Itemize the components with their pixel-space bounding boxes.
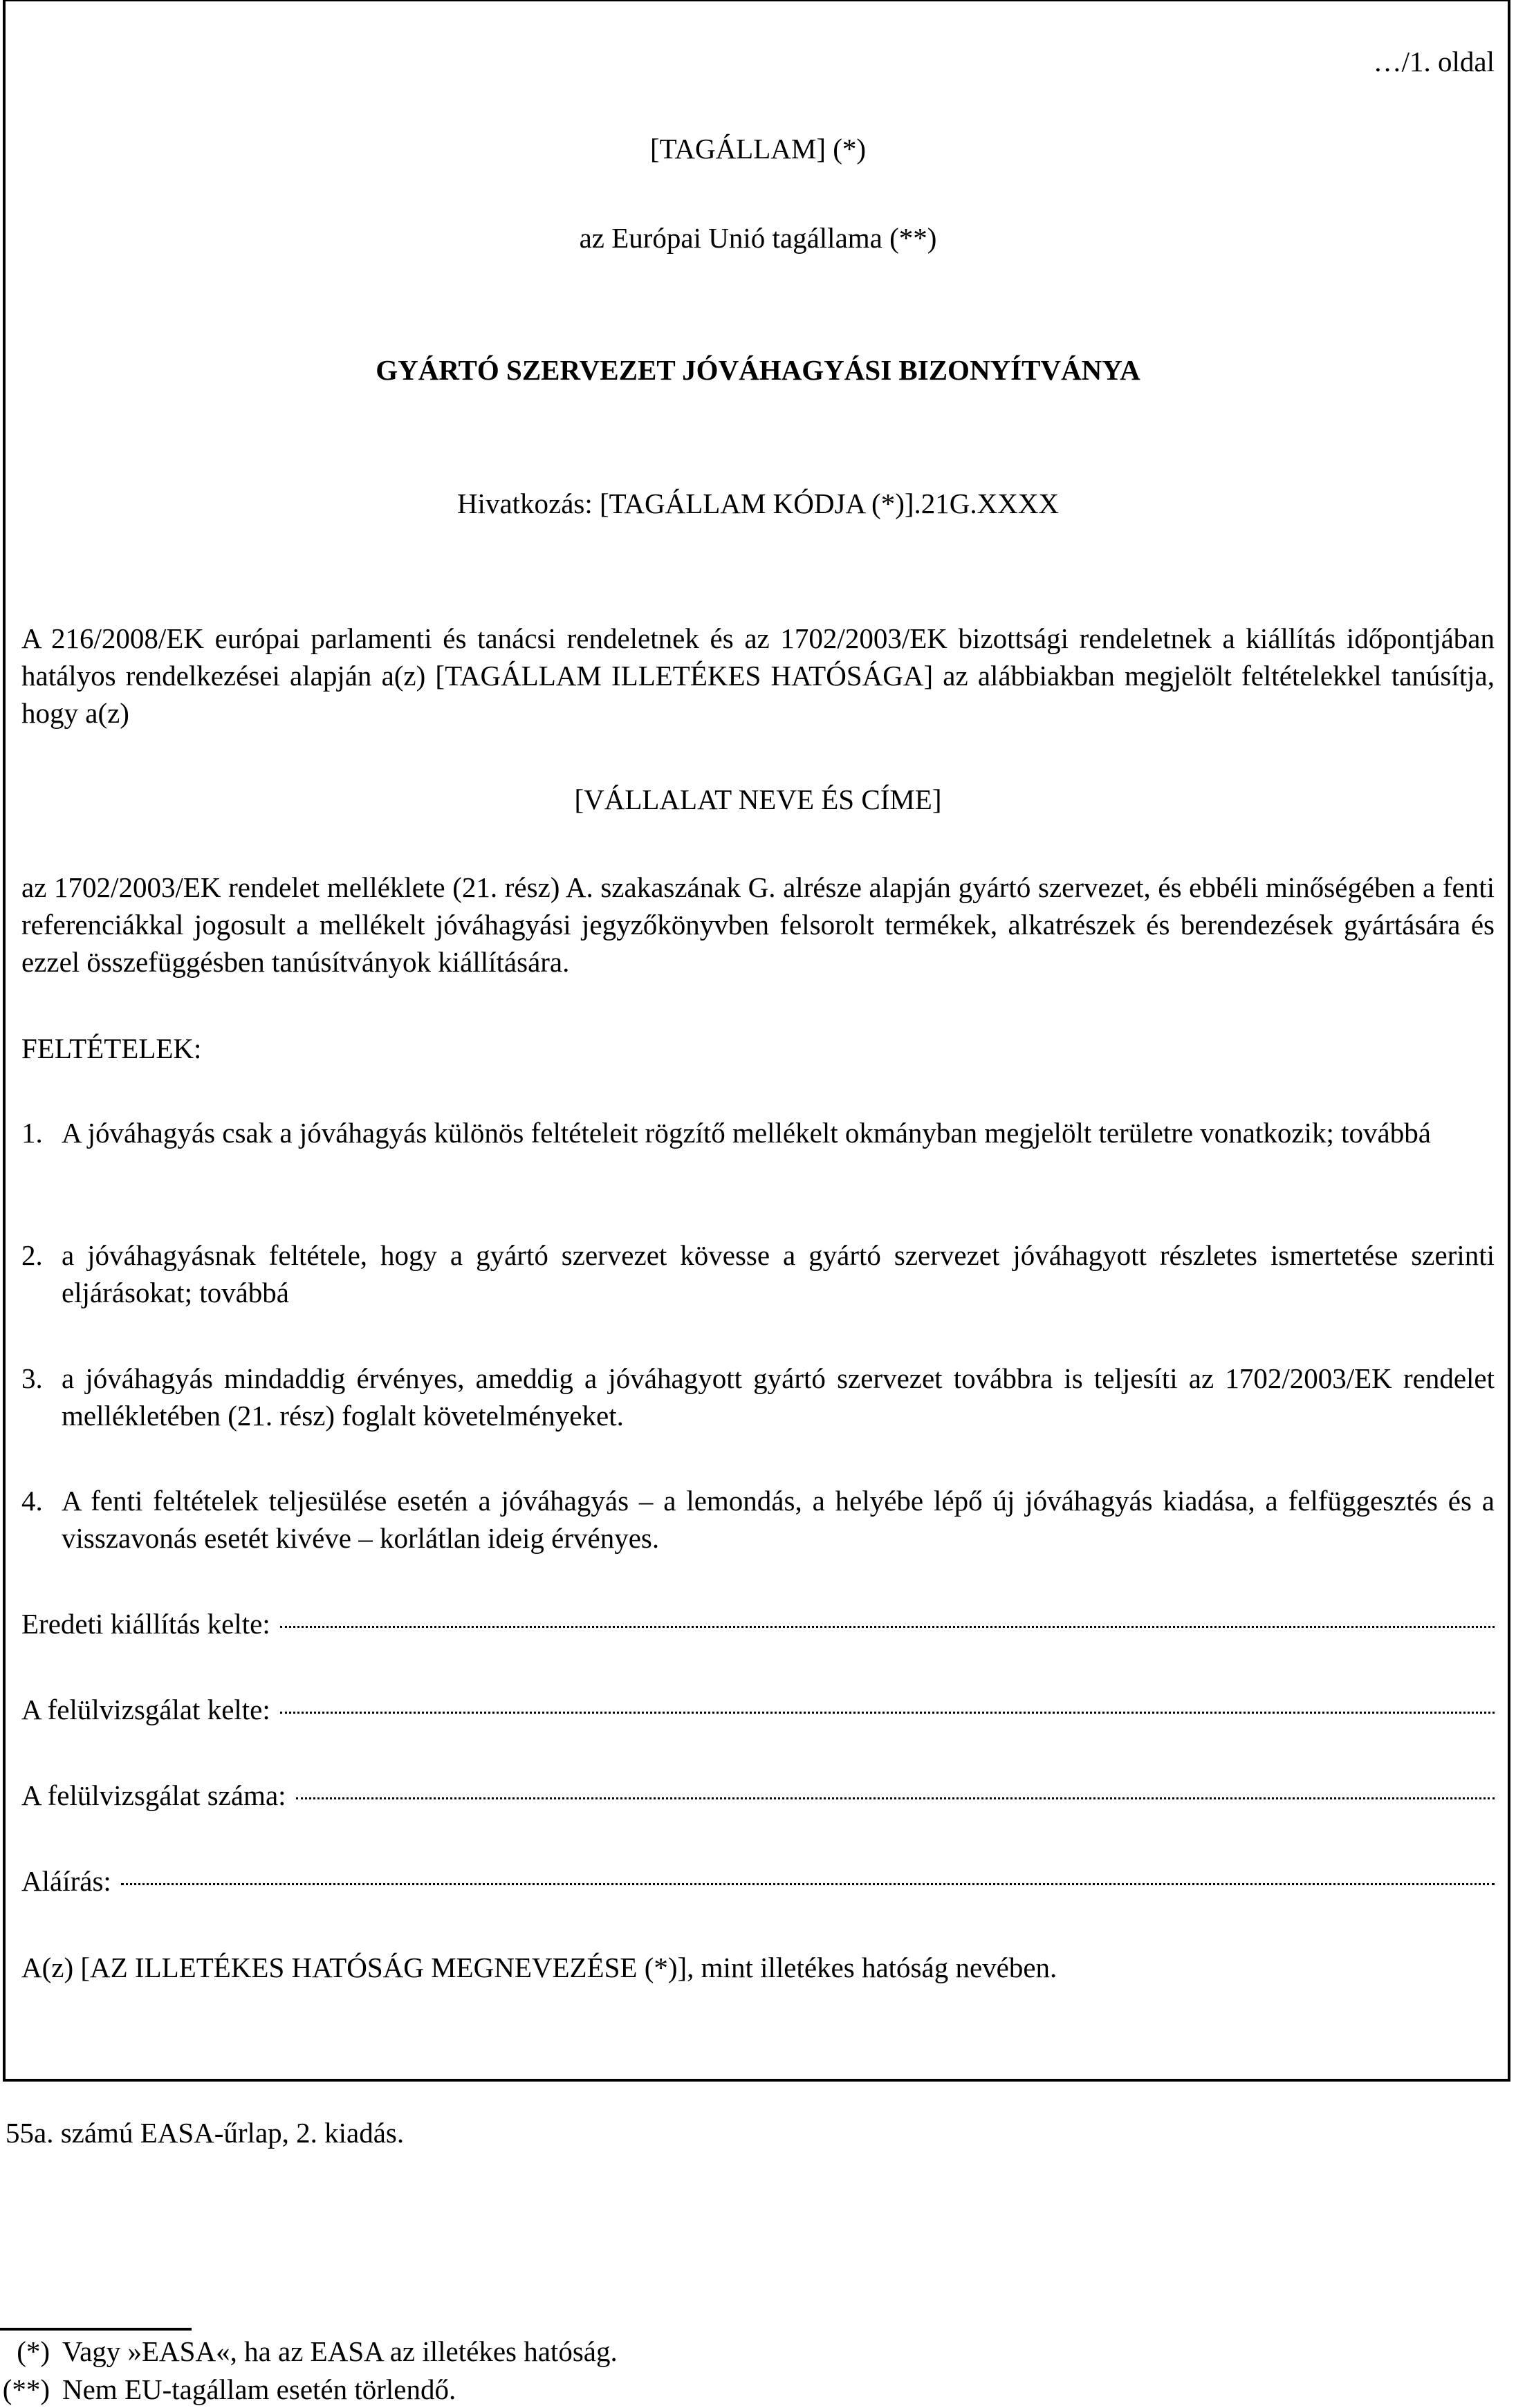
fill-in-line[interactable] — [280, 1626, 1495, 1628]
condition-number: 4. — [21, 1485, 43, 1517]
form-identifier: 55a. számú EASA-űrlap, 2. kiadás. — [6, 2117, 405, 2149]
footnote — [0, 2371, 456, 2408]
document-title: GYÁRTÓ SZERVEZET JÓVÁHAGYÁSI BIZONYÍTVÁNYA — [376, 354, 1140, 386]
condition-number: 2. — [21, 1239, 43, 1271]
condition-item — [21, 1360, 1495, 1434]
revision-date-field[interactable] — [21, 1691, 1495, 1728]
scope-paragraph: az 1702/2003/EK rendelet melléklete (21. rész) A. szakaszának G. alrésze alapján gyártó szervezet, és ebbéli minőségében a fenti referenciákkal jogosult a mellékelt jóváhagyási jegyzőkönyvben felsorolt termékek, alkatrészek és berendezések gyártására és ezzel összefüggésben tanúsítványok kiállítására. — [21, 871, 1495, 978]
footnote-text: Nem EU-tagállam esetén törlendő. — [62, 2373, 456, 2405]
signature-field[interactable] — [21, 1862, 1495, 1900]
footnote-text: Vagy »EASA«, ha az EASA az illetékes hatóság. — [62, 2335, 618, 2367]
condition-text: A jóváhagyás csak a jóváhagyás különös feltételeit rögzítő mellékelt okmányban megjelölt területre vonatkozik; továbbá — [62, 1117, 1431, 1149]
intro-paragraph: A 216/2008/EK európai parlamenti és tanácsi rendeletnek és az 1702/2003/EK bizottsági rendeletnek a kiállítás időpontjában hatályos rendelkezései alapján a(z) [TAGÁLLAM ILLETÉKES HATÓSÁGA] az alábbiakban megjelölt feltételekkel tanúsítja, hogy a(z) — [21, 622, 1495, 729]
company-placeholder: [VÁLLALAT NEVE ÉS CÍME] — [574, 784, 942, 815]
condition-text: a jóváhagyásnak feltétele, hogy a gyártó szervezet kövesse a gyártó szervezet jóváhagyott részletes ismertetése szerinti eljárásokat; továbbá — [62, 1239, 1495, 1308]
condition-text: A fenti feltételek teljesülése esetén a jóváhagyás – a lemondás, a helyébe lépő új jóváhagyás kiadása, a felfüggesztés és a visszavonás esetét kivéve – korlátlan ideig érvényes. — [62, 1485, 1495, 1554]
footnote-divider — [0, 2328, 192, 2331]
footnote-mark: (**) — [2, 2373, 50, 2405]
eu-member-line: az Európai Unió tagállama (**) — [579, 222, 937, 254]
fill-in-line[interactable] — [280, 1712, 1495, 1714]
page-number: …/1. oldal — [1373, 46, 1495, 77]
condition-number: 3. — [21, 1362, 43, 1394]
field-label: A felülvizsgálat száma: — [21, 1779, 286, 1811]
original-issue-date-field[interactable] — [21, 1605, 1495, 1642]
member-state: [TAGÁLLAM] (*) — [649, 133, 867, 165]
condition-item — [21, 1482, 1495, 1557]
fill-in-line[interactable] — [121, 1883, 1495, 1885]
field-label: A felülvizsgálat kelte: — [21, 1694, 270, 1725]
conditions-heading: FELTÉTELEK: — [21, 1032, 202, 1064]
fill-in-line[interactable] — [296, 1797, 1495, 1799]
field-label: Aláírás: — [21, 1865, 111, 1897]
revision-number-field[interactable] — [21, 1777, 1495, 1814]
reference: Hivatkozás: [TAGÁLLAM KÓDJA (*)].21G.XXXX — [456, 488, 1060, 519]
field-label: Eredeti kiállítás kelte: — [21, 1608, 270, 1640]
condition-item — [21, 1237, 1495, 1311]
condition-number: 1. — [21, 1117, 43, 1149]
on-behalf-line: A(z) [AZ ILLETÉKES HATÓSÁG MEGNEVEZÉSE (*)], mint illetékes hatóság nevében. — [21, 1952, 1057, 1983]
condition-item — [21, 1114, 1495, 1151]
condition-text: a jóváhagyás mindaddig érvényes, ameddig a jóváhagyott gyártó szervezet továbbra is teljesíti az 1702/2003/EK rendelet mellékletében (21. rész) foglalt követelményeket. — [62, 1362, 1495, 1432]
footnote-mark: (*) — [17, 2335, 50, 2367]
footnote — [0, 2333, 618, 2370]
